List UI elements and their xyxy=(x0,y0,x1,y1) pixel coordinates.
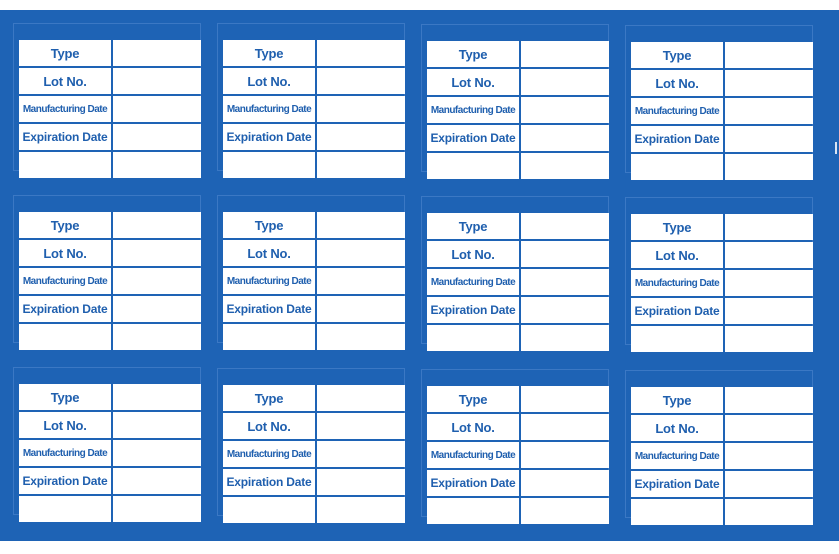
label-row-expiration xyxy=(427,470,609,496)
manufacturing-date-value-field[interactable] xyxy=(519,442,609,468)
expiration-date-value-field[interactable] xyxy=(519,297,609,323)
label-row-type xyxy=(427,213,609,239)
lot-no-value-field[interactable] xyxy=(315,240,405,266)
manufacturing-date-label: Manufacturing Date xyxy=(19,96,111,122)
label-row-expiration xyxy=(631,471,813,497)
blank-label-field[interactable] xyxy=(631,499,723,525)
label-row-lot xyxy=(19,240,201,266)
expiration-date-label: Expiration Date xyxy=(223,124,315,150)
type-label: Type xyxy=(19,384,111,410)
label-row-type xyxy=(631,214,813,240)
lot-no-value-field[interactable] xyxy=(723,70,813,96)
lot-no-label: Lot No. xyxy=(631,415,723,441)
expiration-date-label: Expiration Date xyxy=(19,296,111,322)
label-card xyxy=(13,23,201,171)
label-row-lot xyxy=(427,241,609,267)
label-row-type xyxy=(19,212,201,238)
manufacturing-date-label: Manufacturing Date xyxy=(223,96,315,122)
manufacturing-date-value-field[interactable] xyxy=(111,96,201,122)
expiration-date-label: Expiration Date xyxy=(19,124,111,150)
expiration-date-label: Expiration Date xyxy=(427,470,519,496)
blank-label-field[interactable] xyxy=(631,326,723,352)
label-row-lot xyxy=(19,412,201,438)
label-row-lot xyxy=(631,415,813,441)
blank-value-field[interactable] xyxy=(723,499,813,525)
type-label: Type xyxy=(631,214,723,240)
label-row-expiration xyxy=(223,124,405,150)
blank-label-field[interactable] xyxy=(427,498,519,524)
manufacturing-date-value-field[interactable] xyxy=(519,97,609,123)
label-card xyxy=(421,369,609,517)
label-row-manufacturing xyxy=(223,441,405,467)
label-row-expiration xyxy=(19,468,201,494)
type-label: Type xyxy=(19,212,111,238)
manufacturing-date-value-field[interactable] xyxy=(315,268,405,294)
expiration-date-label: Expiration Date xyxy=(631,126,723,152)
label-row-expiration xyxy=(19,296,201,322)
label-row-blank xyxy=(631,499,813,525)
label-row-manufacturing xyxy=(223,96,405,122)
label-row-type xyxy=(19,384,201,410)
label-row-blank xyxy=(427,153,609,179)
manufacturing-date-value-field[interactable] xyxy=(723,443,813,469)
manufacturing-date-value-field[interactable] xyxy=(723,98,813,124)
label-row-expiration xyxy=(427,297,609,323)
expiration-date-value-field[interactable] xyxy=(111,296,201,322)
lot-no-value-field[interactable] xyxy=(111,68,201,94)
label-card xyxy=(625,370,813,518)
label-row-type xyxy=(223,40,405,66)
type-label: Type xyxy=(427,41,519,67)
lot-no-value-field[interactable] xyxy=(519,69,609,95)
type-value-field[interactable] xyxy=(723,214,813,240)
expiration-date-label: Expiration Date xyxy=(427,297,519,323)
label-row-expiration xyxy=(427,125,609,151)
lot-no-label: Lot No. xyxy=(223,240,315,266)
expiration-date-value-field[interactable] xyxy=(723,298,813,324)
type-value-field[interactable] xyxy=(519,213,609,239)
label-row-type xyxy=(427,386,609,412)
manufacturing-date-label: Manufacturing Date xyxy=(631,98,723,124)
label-card xyxy=(217,23,405,171)
blank-value-field[interactable] xyxy=(315,324,405,350)
label-table xyxy=(427,39,609,181)
manufacturing-date-label: Manufacturing Date xyxy=(19,440,111,466)
label-table xyxy=(223,38,405,180)
label-table xyxy=(19,210,201,352)
label-row-manufacturing xyxy=(631,443,813,469)
lot-no-value-field[interactable] xyxy=(723,242,813,268)
type-label: Type xyxy=(223,212,315,238)
label-row-type xyxy=(223,385,405,411)
label-row-expiration xyxy=(223,296,405,322)
manufacturing-date-value-field[interactable] xyxy=(723,270,813,296)
lot-no-value-field[interactable] xyxy=(315,68,405,94)
label-row-manufacturing xyxy=(19,440,201,466)
label-table xyxy=(427,211,609,353)
label-card xyxy=(13,195,201,343)
label-row-type xyxy=(631,42,813,68)
label-row-blank xyxy=(223,152,405,178)
type-value-field[interactable] xyxy=(315,212,405,238)
label-row-lot xyxy=(223,240,405,266)
label-row-expiration xyxy=(223,469,405,495)
expiration-date-value-field[interactable] xyxy=(315,296,405,322)
blank-value-field[interactable] xyxy=(111,152,201,178)
blank-label-field[interactable] xyxy=(19,496,111,522)
expiration-date-value-field[interactable] xyxy=(111,124,201,150)
label-row-lot xyxy=(631,242,813,268)
type-label: Type xyxy=(427,213,519,239)
expiration-date-label: Expiration Date xyxy=(631,471,723,497)
manufacturing-date-value-field[interactable] xyxy=(519,269,609,295)
lot-no-label: Lot No. xyxy=(427,414,519,440)
type-label: Type xyxy=(223,40,315,66)
label-row-blank xyxy=(19,152,201,178)
type-value-field[interactable] xyxy=(315,385,405,411)
blank-label-field[interactable] xyxy=(223,324,315,350)
type-value-field[interactable] xyxy=(111,212,201,238)
manufacturing-date-label: Manufacturing Date xyxy=(223,268,315,294)
expiration-date-label: Expiration Date xyxy=(19,468,111,494)
label-row-manufacturing xyxy=(631,98,813,124)
blank-value-field[interactable] xyxy=(315,497,405,523)
manufacturing-date-label: Manufacturing Date xyxy=(427,97,519,123)
lot-no-value-field[interactable] xyxy=(315,413,405,439)
label-card xyxy=(625,25,813,173)
expiration-date-value-field[interactable] xyxy=(723,126,813,152)
type-label: Type xyxy=(631,387,723,413)
manufacturing-date-value-field[interactable] xyxy=(315,441,405,467)
manufacturing-date-label: Manufacturing Date xyxy=(427,442,519,468)
manufacturing-date-value-field[interactable] xyxy=(111,440,201,466)
lot-no-label: Lot No. xyxy=(631,242,723,268)
manufacturing-date-label: Manufacturing Date xyxy=(631,443,723,469)
expiration-date-value-field[interactable] xyxy=(519,125,609,151)
label-table xyxy=(223,383,405,525)
expiration-date-value-field[interactable] xyxy=(519,470,609,496)
label-table xyxy=(19,382,201,524)
label-card xyxy=(421,24,609,172)
label-table xyxy=(631,385,813,527)
label-row-manufacturing xyxy=(631,270,813,296)
label-row-type xyxy=(427,41,609,67)
lot-no-label: Lot No. xyxy=(427,241,519,267)
label-table xyxy=(631,40,813,182)
label-row-lot xyxy=(631,70,813,96)
label-row-blank xyxy=(223,324,405,350)
label-row-lot xyxy=(427,69,609,95)
label-card xyxy=(13,367,201,515)
blank-value-field[interactable] xyxy=(111,496,201,522)
label-row-blank xyxy=(223,497,405,523)
label-table xyxy=(427,384,609,526)
expiration-date-label: Expiration Date xyxy=(427,125,519,151)
label-row-type xyxy=(223,212,405,238)
manufacturing-date-label: Manufacturing Date xyxy=(631,270,723,296)
expiration-date-label: Expiration Date xyxy=(631,298,723,324)
expiration-date-value-field[interactable] xyxy=(111,468,201,494)
manufacturing-date-value-field[interactable] xyxy=(111,268,201,294)
label-row-expiration xyxy=(19,124,201,150)
lot-no-label: Lot No. xyxy=(19,240,111,266)
type-value-field[interactable] xyxy=(723,387,813,413)
blank-label-field[interactable] xyxy=(427,325,519,351)
label-table xyxy=(223,210,405,352)
manufacturing-date-value-field[interactable] xyxy=(315,96,405,122)
blank-label-field[interactable] xyxy=(631,154,723,180)
lot-no-label: Lot No. xyxy=(223,413,315,439)
label-row-manufacturing xyxy=(19,268,201,294)
label-row-manufacturing xyxy=(427,442,609,468)
label-row-manufacturing xyxy=(427,269,609,295)
blank-value-field[interactable] xyxy=(723,154,813,180)
label-row-manufacturing xyxy=(223,268,405,294)
blank-value-field[interactable] xyxy=(519,498,609,524)
label-row-blank xyxy=(631,326,813,352)
blank-value-field[interactable] xyxy=(723,326,813,352)
manufacturing-date-label: Manufacturing Date xyxy=(223,441,315,467)
manufacturing-date-label: Manufacturing Date xyxy=(19,268,111,294)
label-row-lot xyxy=(223,413,405,439)
lot-no-label: Lot No. xyxy=(19,68,111,94)
expiration-date-label: Expiration Date xyxy=(223,296,315,322)
type-label: Type xyxy=(223,385,315,411)
label-row-type xyxy=(631,387,813,413)
label-row-manufacturing xyxy=(19,96,201,122)
blank-label-field[interactable] xyxy=(19,324,111,350)
label-row-blank xyxy=(427,498,609,524)
type-value-field[interactable] xyxy=(723,42,813,68)
blank-value-field[interactable] xyxy=(519,325,609,351)
label-card xyxy=(217,195,405,343)
label-sheet xyxy=(0,10,839,541)
type-value-field[interactable] xyxy=(111,40,201,66)
blank-value-field[interactable] xyxy=(111,324,201,350)
label-row-blank xyxy=(631,154,813,180)
page-edge-mark xyxy=(835,142,837,154)
type-label: Type xyxy=(427,386,519,412)
expiration-date-value-field[interactable] xyxy=(723,471,813,497)
label-table xyxy=(631,212,813,354)
blank-value-field[interactable] xyxy=(315,152,405,178)
lot-no-label: Lot No. xyxy=(427,69,519,95)
lot-no-value-field[interactable] xyxy=(111,240,201,266)
label-row-lot xyxy=(427,414,609,440)
blank-label-field[interactable] xyxy=(223,152,315,178)
expiration-date-label: Expiration Date xyxy=(223,469,315,495)
label-row-lot xyxy=(19,68,201,94)
lot-no-label: Lot No. xyxy=(19,412,111,438)
blank-label-field[interactable] xyxy=(427,153,519,179)
label-row-blank xyxy=(19,496,201,522)
label-row-type xyxy=(19,40,201,66)
label-card xyxy=(217,368,405,516)
lot-no-value-field[interactable] xyxy=(723,415,813,441)
lot-no-value-field[interactable] xyxy=(111,412,201,438)
blank-value-field[interactable] xyxy=(519,153,609,179)
type-value-field[interactable] xyxy=(111,384,201,410)
label-table xyxy=(19,38,201,180)
lot-no-label: Lot No. xyxy=(631,70,723,96)
label-row-expiration xyxy=(631,298,813,324)
expiration-date-value-field[interactable] xyxy=(315,124,405,150)
lot-no-label: Lot No. xyxy=(223,68,315,94)
manufacturing-date-label: Manufacturing Date xyxy=(427,269,519,295)
label-card xyxy=(625,197,813,345)
label-row-expiration xyxy=(631,126,813,152)
label-row-blank xyxy=(19,324,201,350)
label-row-lot xyxy=(223,68,405,94)
label-row-blank xyxy=(427,325,609,351)
expiration-date-value-field[interactable] xyxy=(315,469,405,495)
label-card xyxy=(421,196,609,344)
lot-no-value-field[interactable] xyxy=(519,241,609,267)
type-label: Type xyxy=(19,40,111,66)
type-label: Type xyxy=(631,42,723,68)
blank-label-field[interactable] xyxy=(223,497,315,523)
lot-no-value-field[interactable] xyxy=(519,414,609,440)
label-row-manufacturing xyxy=(427,97,609,123)
blank-label-field[interactable] xyxy=(19,152,111,178)
type-value-field[interactable] xyxy=(315,40,405,66)
type-value-field[interactable] xyxy=(519,41,609,67)
type-value-field[interactable] xyxy=(519,386,609,412)
